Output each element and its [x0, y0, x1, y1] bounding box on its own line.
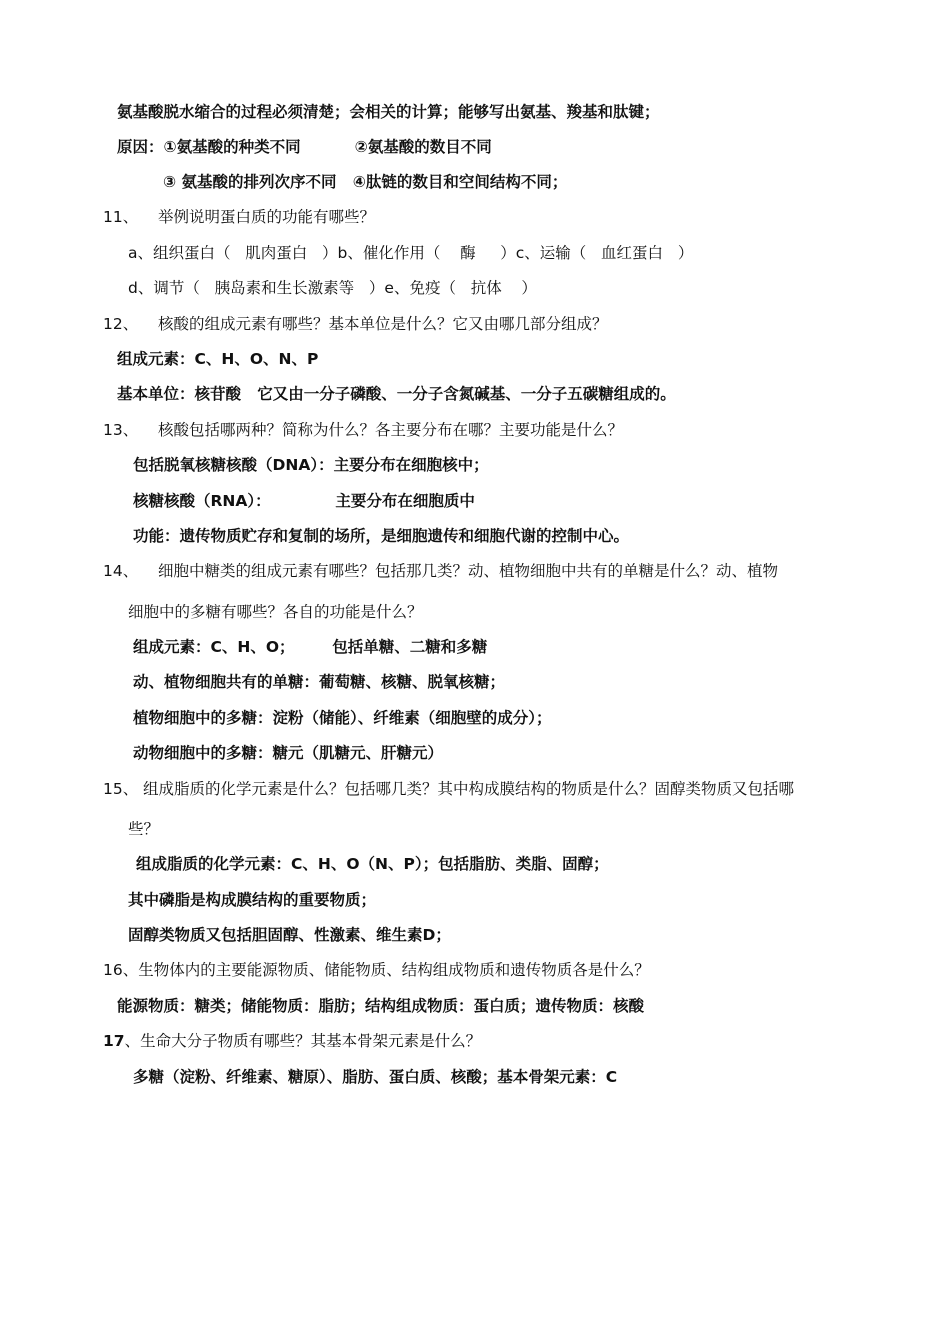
answer-14-line-3: 植物细胞中的多糖：淀粉（储能）、纤维素（细胞壁的成分）；	[133, 709, 552, 727]
answer-13-line-2: 核糖核酸（RNA）： 主要分布在细胞质中	[133, 492, 475, 510]
answer-15-line-2: 其中磷脂是构成膜结构的重要物质；	[128, 891, 377, 909]
question-14	[103, 560, 778, 582]
question-number: 17	[103, 1032, 125, 1050]
answer-14-line-4: 动物细胞中的多糖：糖元（肌糖元、肝糖元）	[133, 744, 444, 762]
answer-13-line-1: 包括脱氧核糖核酸（DNA）：主要分布在细胞核中；	[133, 456, 489, 474]
answer-14-line-1: 组成元素：C、H、O； 包括单糖、二糖和多糖	[133, 638, 488, 656]
question-text: 、生命大分子物质有哪些？其基本骨架元素是什么？	[124, 1032, 482, 1050]
protein-line-1: 氨基酸脱水缩合的过程必须清楚；会相关的计算；能够写出氨基、羧基和肽键；	[117, 103, 660, 121]
question-12	[103, 313, 608, 335]
answer-14-line-2: 动、植物细胞共有的单糖：葡萄糖、核糖、脱氧核糖；	[133, 673, 506, 691]
question-text: 举例说明蛋白质的功能有哪些？	[158, 208, 376, 226]
answer-11-line-2: d、调节（ 胰岛素和生长激素等 ）e、免疫（ 抗体 ）	[128, 279, 537, 297]
answer-15-line-1: 组成脂质的化学元素：C、H、O（N、P）；包括脂肪、类脂、固醇；	[136, 855, 609, 873]
question-number: 11、	[103, 208, 139, 226]
question-14-line-2: 细胞中的多糖有哪些？各自的功能是什么？	[128, 603, 423, 621]
question-16: 16、生物体内的主要能源物质、储能物质、结构组成物质和遗传物质各是什么？	[103, 961, 650, 979]
answer-17: 多糖（淀粉、纤维素、糖原）、脂肪、蛋白质、核酸；基本骨架元素：C	[133, 1068, 618, 1086]
question-number: 14、	[103, 562, 139, 580]
question-text: 组成脂质的化学元素是什么？包括哪几类？其中构成膜结构的物质是什么？固醇类物质又包括哪	[143, 780, 795, 798]
answer-11-line-1: a、组织蛋白（ 肌肉蛋白 ）b、催化作用（ 酶 ）c、运输（ 血红蛋白 ）	[128, 244, 694, 262]
question-13	[103, 419, 623, 441]
answer-15-line-3: 固醇类物质又包括胆固醇、性激素、维生素D；	[128, 926, 451, 944]
protein-reason-line: 原因：①氨基酸的种类不同 ②氨基酸的数目不同	[117, 138, 492, 156]
protein-reason-line-2: ③ 氨基酸的排列次序不同 ④肽链的数目和空间结构不同；	[163, 173, 568, 191]
question-17	[103, 1030, 481, 1052]
question-15	[103, 778, 794, 800]
question-11	[103, 206, 375, 228]
question-text: 细胞中糖类的组成元素有哪些？包括那几类？动、植物细胞中共有的单糖是什么？动、植物	[158, 562, 779, 580]
answer-12-line-1: 组成元素：C、H、O、N、P	[117, 350, 319, 368]
question-15-line-2: 些？	[128, 820, 160, 838]
question-text: 核酸的组成元素有哪些？基本单位是什么？它又由哪几部分组成？	[158, 315, 608, 333]
answer-12-line-2: 基本单位：核苷酸 它又由一分子磷酸、一分子含氮碱基、一分子五碳糖组成的。	[117, 385, 676, 403]
question-number: 13、	[103, 421, 139, 439]
question-number: 12、	[103, 315, 139, 333]
answer-16: 能源物质：糖类；储能物质：脂肪；结构组成物质：蛋白质；遗传物质：核酸	[117, 997, 645, 1015]
question-number: 15、	[103, 780, 139, 798]
answer-13-line-3: 功能：遗传物质贮存和复制的场所，是细胞遗传和细胞代谢的控制中心。	[133, 527, 630, 545]
question-text: 核酸包括哪两种？简称为什么？各主要分布在哪？主要功能是什么？	[158, 421, 624, 439]
